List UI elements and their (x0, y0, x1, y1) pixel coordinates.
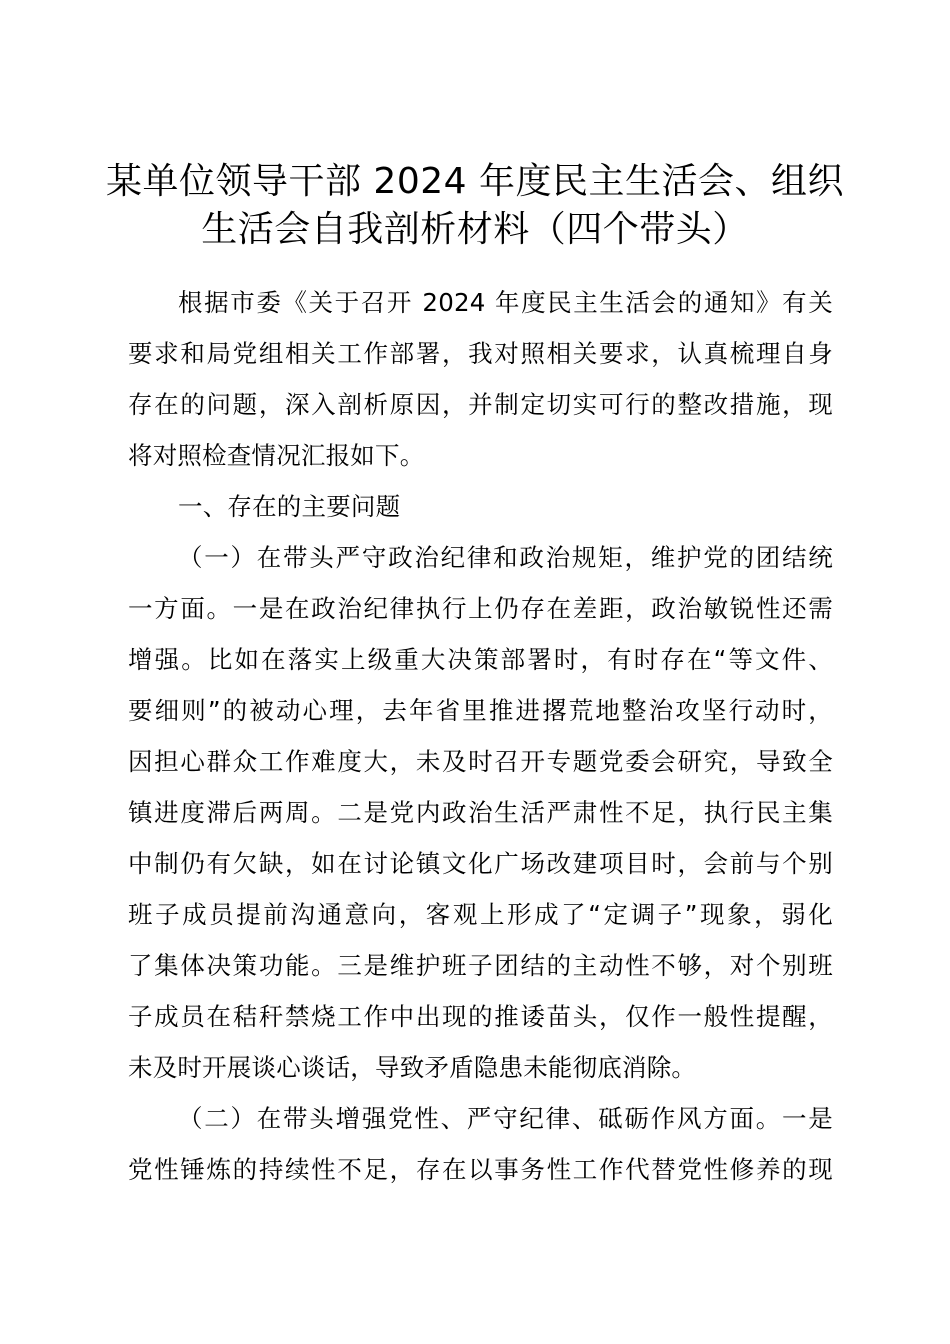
paragraph-line: 中制仍有欠缺，如在讨论镇文化广场改建项目时，会前与个别 (128, 849, 833, 878)
paragraph-intro-line: 根据市委《关于召开 2024 年度民主生活会的通知》有关 (178, 288, 833, 317)
paragraph-intro-line: 要求和局党组相关工作部署，我对照相关要求，认真梳理自身 (128, 339, 833, 368)
paragraph-line: 党性锤炼的持续性不足，存在以事务性工作代替党性修养的现 (128, 1155, 833, 1184)
paragraph-line: 了集体决策功能。三是维护班子团结的主动性不够，对个别班 (128, 951, 833, 980)
paragraph-line: 镇进度滞后两周。二是党内政治生活严肃性不足，执行民主集 (128, 798, 833, 827)
paragraph-intro-line: 将对照检查情况汇报如下。 (128, 441, 425, 470)
paragraph-line: 因担心群众工作难度大，未及时召开专题党委会研究，导致全 (128, 747, 833, 776)
paragraph-line: （一）在带头严守政治纪律和政治规矩，维护党的团结统 (178, 543, 833, 572)
paragraph-intro-line: 存在的问题，深入剖析原因，并制定切实可行的整改措施，现 (128, 390, 833, 419)
document-title-line-1: 某单位领导干部 2024 年度民主生活会、组织 (105, 161, 844, 202)
paragraph-line: 未及时开展谈心谈话，导致矛盾隐患未能彻底消除。 (128, 1053, 697, 1082)
paragraph-line: 一方面。一是在政治纪律执行上仍存在差距，政治敏锐性还需 (128, 594, 833, 623)
section-heading: 一、存在的主要问题 (178, 492, 401, 521)
document-title-line-2: 生活会自我剖析材料（四个带头） (201, 209, 749, 250)
paragraph-line: （二）在带头增强党性、严守纪律、砥砺作风方面。一是 (178, 1104, 833, 1133)
paragraph-line: 班子成员提前沟通意向，客观上形成了“定调子”现象，弱化 (128, 900, 833, 929)
paragraph-line: 增强。比如在落实上级重大决策部署时，有时存在“等文件、 (128, 645, 833, 674)
paragraph-line: 要细则”的被动心理，去年省里推进撂荒地整治攻坚行动时， (128, 696, 833, 725)
paragraph-line: 子成员在秸秆禁烧工作中出现的推诿苗头，仅作一般性提醒， (128, 1002, 833, 1031)
